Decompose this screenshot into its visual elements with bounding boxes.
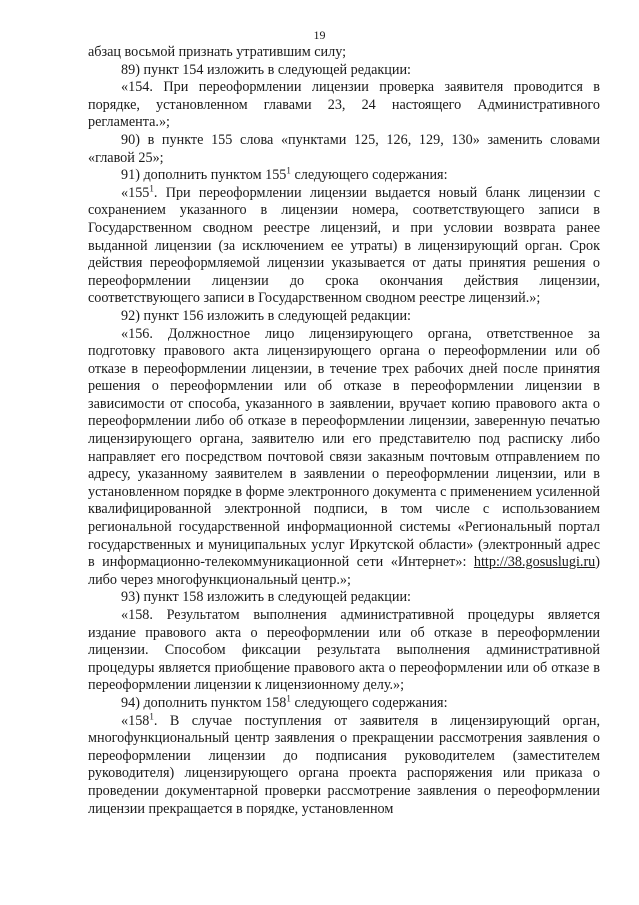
text-segment: следующего содержания: [290, 694, 448, 711]
text-segment: «155 [121, 184, 150, 201]
superscript: 1 [286, 693, 291, 704]
text-segment: 91) дополнить пунктом 155 [121, 167, 287, 184]
paragraph-point-158: «158. Результатом выполнения административной процедуры является издание правового акта о переоформлении или об отказе в переоформлении лицензии. Способом фиксации результата выполнения административной процедуры является приобщение правового акта о переоформлении или об отказе в переоформлении лицензии к лицензионному делу.»; [88, 607, 600, 694]
superscript: 1 [286, 165, 291, 176]
paragraph-item-90: 90) в пункте 155 слова «пунктами 125, 126, 129, 130» заменить словами «главой 25»; [88, 131, 600, 166]
paragraph-item-92: 92) пункт 156 изложить в следующей редакции: [121, 307, 411, 324]
paragraph-point-155-1 [88, 185, 600, 308]
paragraph-point-154: «154. При переоформлении лицензии проверка заявителя проводится в порядке, установленном главами 23, 24 настоящего Административного регламента.»; [88, 79, 600, 131]
superscript: 1 [149, 183, 154, 194]
paragraph-point-158-1 [88, 710, 600, 819]
paragraph-item-89: 89) пункт 154 изложить в следующей редакции: [121, 61, 411, 78]
paragraph-point-156 [88, 326, 600, 590]
text-segment: 94) дополнить пунктом 158 [121, 694, 287, 711]
page-number: 19 [313, 28, 326, 42]
text-segment: следующего содержания: [290, 167, 448, 184]
text-segment: «156. Должностное лицо лицензирующего органа, ответственное за подготовку правового акта лицензирующего органа о переоформлении или об отказе в переоформлении лицензии, в течение трех рабочих дней после принятия решения о переоформлении или об отказе в переоформлении лицензии в зависимости от способа, указанного в заявлении, вручает копию правового акта о переоформлении либо об отказе в переоформлении лицензии, заверенную печатью лицензирующего органа, заявителю или его представителю под расписку либо направляет его посредством почтовой связи заказным почтовым отправлением по адресу, указанному заявителем в заявлении о переоформлении лицензии, или в установленном порядке в форме электронного документа с применением усиленной квалифицированной электронной подписи, в том числе с использованием региональной государственной информационной системы «Региональный портал государственных и муниципальных услуг Иркутской области» (электронный адрес в информационно-телекоммуникационной сети «Интернет»: [88, 325, 600, 571]
superscript: 1 [149, 710, 154, 721]
paragraph-item-93: 93) пункт 158 изложить в следующей редакции: [121, 589, 411, 606]
gosuslugi-link[interactable]: http://38.gosuslugi.ru [473, 554, 596, 571]
text-segment: . При переоформлении лицензии выдается новый бланк лицензии с сохранением указанного в лицензии номера, соответствующего записи в Государственном сводном реестре лицензий, и при условии возврата ранее выданной лицензии (за исключением ее утраты) в лицензирующий орган. Срок действия переоформляемой лицензии указывается от даты принятия решения о переоформлении лицензии до срока окончания действия лицензии, соответствующего записи в Государственном сводном реестре лицензий.»; [88, 184, 600, 307]
text-segment: ) либо через многофункциональный центр.»; [88, 554, 600, 588]
paragraph-clause-revoke: абзац восьмой признать утратившим силу; [88, 44, 347, 60]
paragraph-item-91 [88, 167, 600, 185]
document-body [88, 44, 600, 818]
text-segment: . В случае поступления от заявителя в лицензирующий орган, многофункциональный центр заявления о прекращении рассмотрения заявления о переоформлении лицензии до подписания руководителем (заместителем руководителя) лицензирующего органа проекта распоряжения или приказа о проведении документарной проверки рассмотрение заявления о переоформлении лицензии прекращается в порядке, установленном [88, 712, 600, 817]
text-segment: «158 [121, 712, 150, 729]
paragraph-item-94 [88, 695, 600, 713]
